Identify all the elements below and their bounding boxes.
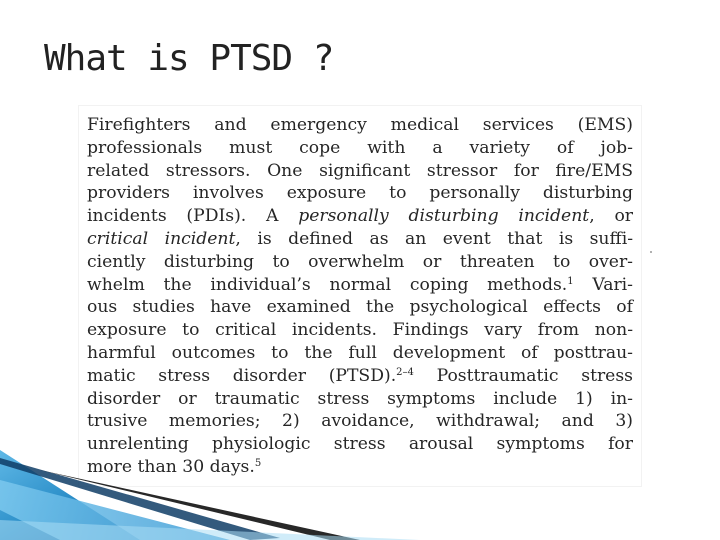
line-text: ous studies have examined the psychological effects of [87, 297, 633, 318]
line-text: matic stress disorder (PTSD). [87, 365, 397, 386]
paragraph-line [87, 205, 633, 228]
paragraph-line [87, 388, 633, 411]
stray-dot [650, 251, 652, 253]
paragraph-line [87, 410, 633, 433]
line-text: more than 30 days. [87, 456, 255, 477]
paragraph-line [87, 228, 633, 251]
paragraph-line [87, 114, 633, 137]
line-text: unrelenting physiologic stress arousal symptoms for [87, 434, 633, 455]
paragraph-line [87, 137, 633, 160]
line-text: exposure to critical incidents. Findings vary from non- [87, 320, 633, 341]
citation-superscript: 5 [254, 457, 262, 469]
line-text: ciently disturbing to overwhelm or threaten to over- [87, 251, 633, 272]
line-text: critical incident, is defined as an event that is suffi- [87, 228, 634, 249]
scanned-text-image [79, 106, 641, 486]
line-text: disorder or traumatic stress symptoms include 1) in- [87, 388, 633, 409]
line-text: incidents (PDIs). A personally disturbing incident, or [87, 206, 634, 227]
paragraph-line [87, 182, 633, 205]
line-text: professionals must cope with a variety of job- [87, 137, 633, 158]
paragraph-line [87, 160, 633, 183]
slide-title: What is PTSD ? [44, 38, 334, 79]
citation-superscript: 2–4 [396, 366, 414, 378]
line-text: Firefighters and emergency medical services (EMS) [87, 115, 633, 135]
paragraph-line [87, 296, 633, 319]
line-text: trusive memories; 2) avoidance, withdrawal; and 3) [87, 411, 633, 432]
paragraph-line [87, 365, 633, 388]
line-text: providers involves exposure to personally disturbing [87, 183, 633, 204]
citation-superscript: 1 [567, 275, 574, 287]
line-text-tail: Posttraumatic stress [413, 365, 633, 386]
line-text: harmful outcomes to the full development of posttrau- [87, 342, 633, 363]
paragraph-line [87, 274, 633, 297]
line-text-tail: Vari- [573, 274, 633, 295]
paragraph-line [87, 342, 633, 365]
body-paragraph [87, 114, 633, 479]
paragraph-line [87, 251, 633, 274]
line-text: related stressors. One significant stressor for fire/EMS [87, 160, 633, 181]
corner-decoration [0, 450, 720, 540]
line-text: whelm the individual’s normal coping methods. [87, 274, 568, 295]
paragraph-line [87, 319, 633, 342]
